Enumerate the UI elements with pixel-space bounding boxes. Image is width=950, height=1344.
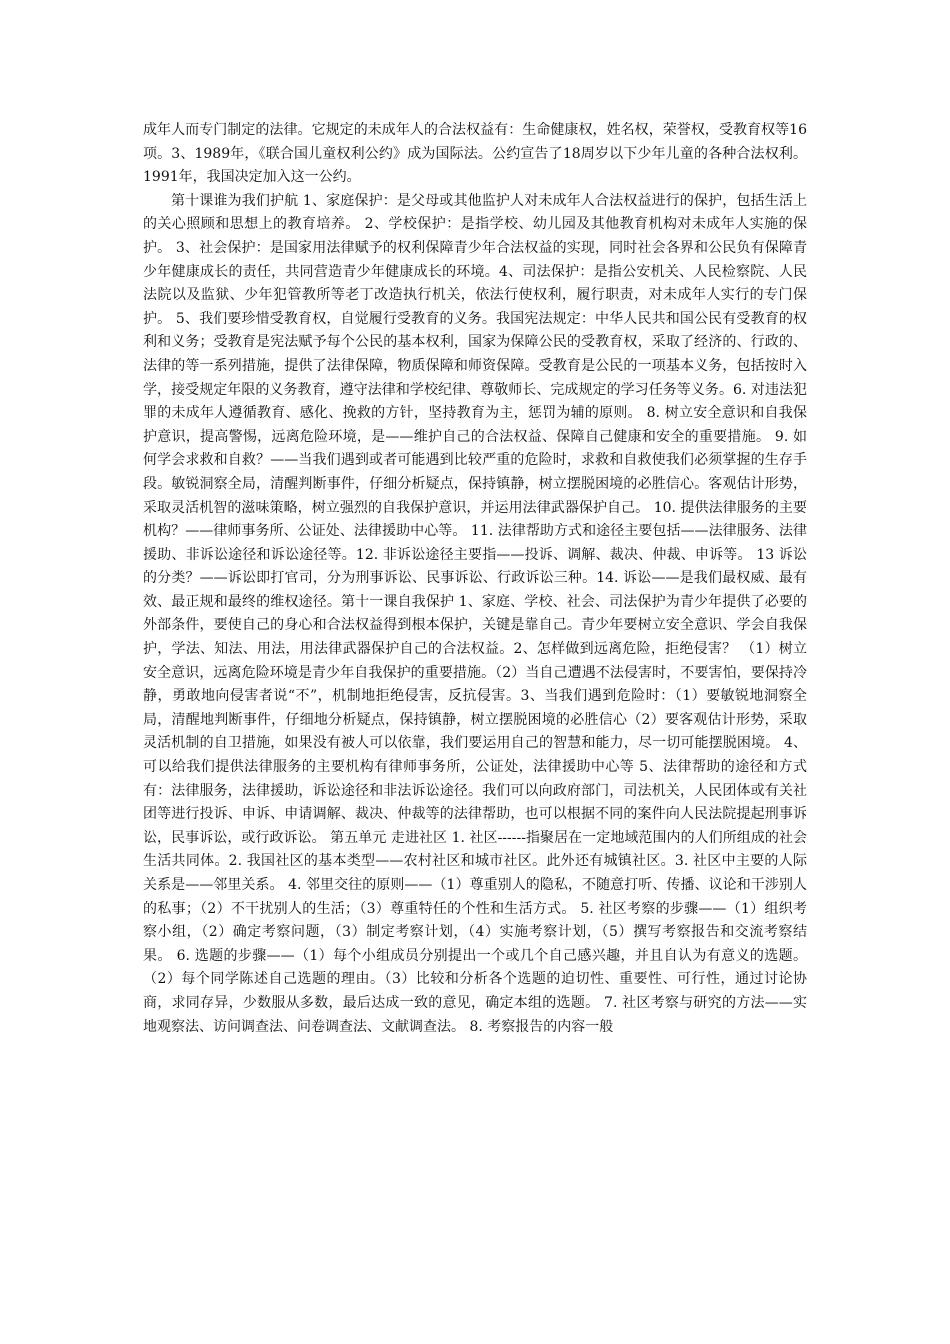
- document-body: [143, 119, 807, 1039]
- paragraph-continuation: 成年人而专门制定的法律。它规定的未成年人的合法权益有：生命健康权，姓名权，荣誉权，受教育权等16项。3、1989年，《联合国儿童权利公约》成为国际法。公约宣告了18周岁以下少年儿童的各种合法权利。1991年，我国决定加入这一公约。: [143, 122, 807, 186]
- paragraph-lessons: 第十课谁为我们护航 1、家庭保护：是父母或其他监护人对未成年人合法权益进行的保护，包括生活上的关心照顾和思想上的教育培养。 2、学校保护：是指学校、幼儿园及其他教育机构对未成年人实施的保护。 3、社会保护：是国家用法律赋予的权利保障青少年合法权益的实现，同时社会各界和公民负有保障青少年健康成长的责任，共同营造青少年健康成长的环境。4、司法保护：是指公安机关、人民检察院、人民法院以及监狱、少年犯管教所等老丁改造执行机关，依法行使权利，履行职责，对未成年人实行的专门保护。 5、我们要珍惜受教育权，自觉履行受教育的义务。我国宪法规定：中华人民共和国公民有受教育的权利和义务；受教育是宪法赋予每个公民的基本权利，国家为保障公民的受教育权，采取了经济的、行政的、法律的等一系列措施，提供了法律保障，物质保障和师资保障。受教育是公民的一项基本义务，包括按时入学，接受规定年限的义务教育，遵守法律和学校纪律、尊敬师长、完成规定的学习任务等义务。6. 对违法犯罪的未成年人遵循教育、感化、挽救的方针，坚持教育为主，惩罚为辅的原则。 8. 树立安全意识和自我保护意识，提高警惕，远离危险环境，是——维护自己的合法权益、保障自己健康和安全的重要措施。 9. 如何学会求救和自救？——当我们遇到或者可能遇到比较严重的危险时，求救和自救使我们必须掌握的生存手段。敏锐洞察全局，清醒判断事件，仔细分析疑点，保持镇静，树立摆脱困境的必胜信心。客观估计形势，采取灵活机智的滋味策略，树立强烈的自我保护意识，并运用法律武器保护自己。 10. 提供法律服务的主要机构？——律师事务所、公证处、法律援助中心等。 11. 法律帮助方式和途径主要包括——法律服务、法律援助、非诉讼途径和诉讼途径等。12. 非诉讼途径主要指——投诉、调解、裁决、仲裁、申诉等。 13 诉讼的分类？——诉讼即打官司，分为刑事诉讼、民事诉讼、行政诉讼三种。14. 诉讼——是我们最权威、最有效、最正规和最终的维权途径。第十一课自我保护 1、家庭、学校、社会、司法保护为青少年提供了必要的外部条件，要使自己的身心和合法权益得到根本保护，关键是靠自己。青少年要树立安全意识、学会自我保护，学法、知法、用法，用法律武器保护自己的合法权益。2、怎样做到远离危险，拒绝侵害？ （1）树立安全意识，远离危险环境是青少年自我保护的重要措施。（2）当自己遭遇不法侵害时，不要害怕，要保持冷静，勇敢地向侵害者说“不”，机制地拒绝侵害，反抗侵害。3、当我们遇到危险时：（1）要敏锐地洞察全局，清醒地判断事件，仔细地分析疑点，保持镇静，树立摆脱困境的必胜信心（2）要客观估计形势，采取灵活机制的自卫措施，如果没有被人可以依靠，我们要运用自己的智慧和能力，尽一切可能摆脱困境。 4、可以给我们提供法律服务的主要机构有律师事务所，公证处，法律援助中心等 5、法律帮助的途径和方式有：法律服务，法律援助，诉讼途径和非法诉讼途径。我们可以向政府部门，司法机关，人民团体或有关社团等进行投诉、申诉、申请调解、裁决、仲裁等的法律帮助，也可以根据不同的案件向人民法院提起刑事诉讼，民事诉讼，或行政诉讼。 第五单元 走进社区 1. 社区------指聚居在一定地域范围内的人们所组成的社会生活共同体。2. 我国社区的基本类型——农村社区和城市社区。此外还有城镇社区。3. 社区中主要的人际关系是——邻里关系。 4. 邻里交往的原则——（1）尊重别人的隐私，不随意打听、传播、议论和干涉别人的私事；（2）不干扰别人的生活；（3）尊重特任的个性和生活方式。 5. 社区考察的步骤——（1）组织考察小组，（2）确定考察问题，（3）制定考察计划，（4）实施考察计划，（5）撰写考察报告和交流考察结果。 6. 选题的步骤——（1）每个小组成员分别提出一个或几个自己感兴趣，并且自认为有意义的选题。（2）每个同学陈述自己选题的理由。（3）比较和分析各个选题的迫切性、重要性、可行性，通过讨论协商，求同存异，少数服从多数，最后达成一致的意见，确定本组的选题。 7. 社区考察与研究的方法——实地观察法、访问调查法、问卷调查法、文献调查法。 8. 考察报告的内容一般: [143, 192, 807, 1035]
